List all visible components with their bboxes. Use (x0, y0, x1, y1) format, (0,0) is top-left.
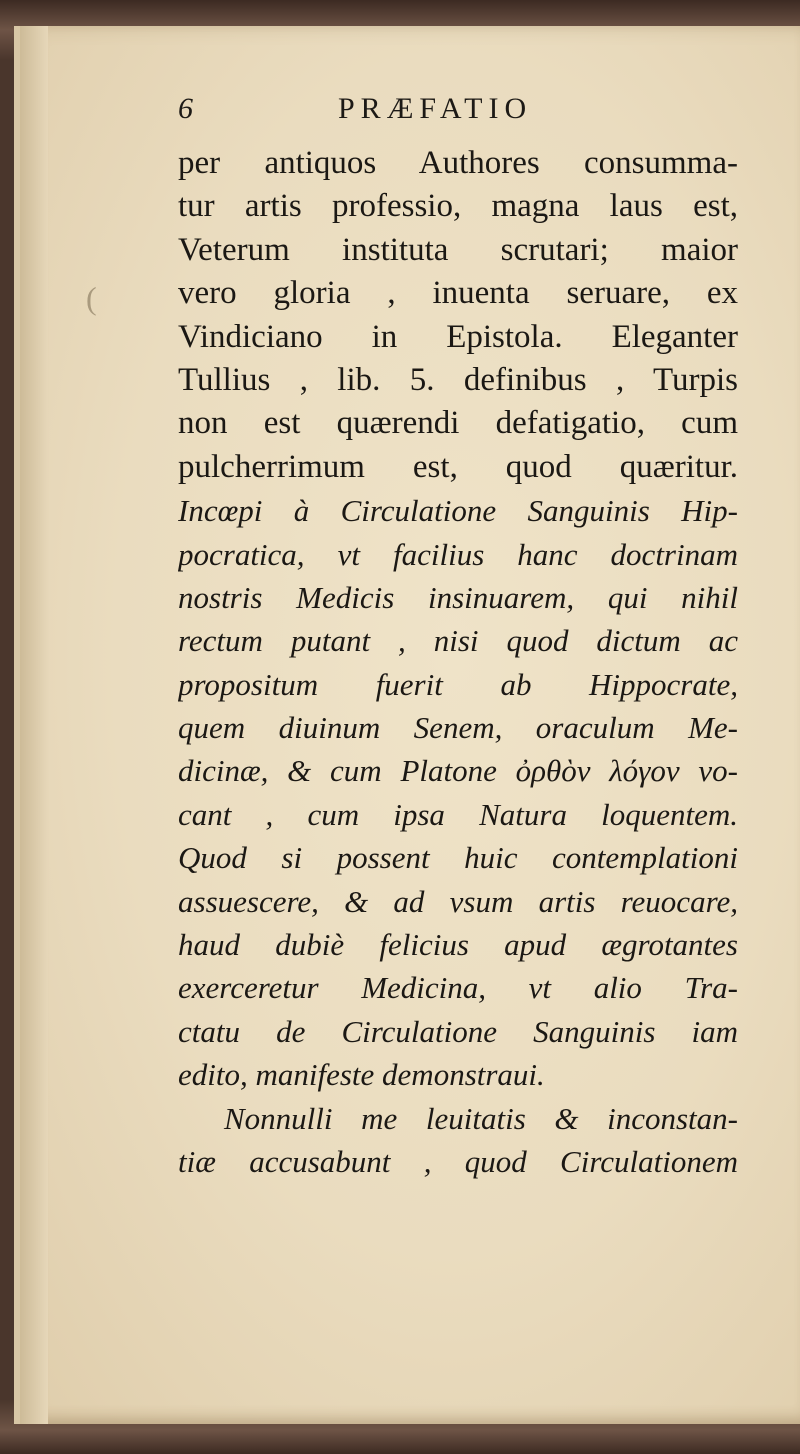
body-text (178, 142, 738, 1183)
text-line: rectum putant , nisi quod dictum ac (178, 623, 738, 659)
margin-mark: ( (86, 280, 97, 316)
paragraph-2 (178, 1097, 738, 1184)
text-line: Vindiciano in Epistola. Eleganter (178, 318, 738, 355)
text-line: propositum fuerit ab Hippocrate, (178, 666, 738, 702)
text-line: Quod si possent huic contemplationi (178, 840, 738, 876)
text-line: Tullius , lib. 5. definibus , Turpis (178, 361, 738, 398)
page-header (168, 92, 728, 132)
page-number: 6 (178, 92, 193, 125)
text-line: pulcherrimum est, quod quæritur. (178, 448, 738, 485)
text-line: tur artis professio, magna laus est, (178, 188, 738, 225)
text-line: cant , cum ipsa Natura loquentem. (178, 796, 738, 832)
text-line: exerceretur Medicina, vt alio Tra- (178, 970, 738, 1006)
paragraph-1 (178, 142, 738, 1097)
text-line: dicinæ, & cum Platone ὀρθὸν λόγον vo- (178, 753, 738, 789)
text-line: edito, manifeste demonstraui. (178, 1057, 545, 1093)
text-line: per antiquos Authores consumma- (178, 145, 738, 181)
text-line: tiæ accusabunt , quod Circulationem (178, 1143, 738, 1179)
running-title: PRÆFATIO (338, 92, 533, 125)
text-line: Incœpi à Circulatione Sanguinis Hip- (178, 493, 738, 529)
text-line: non est quærendi defatigatio, cum (178, 405, 738, 442)
text-line: ctatu de Circulatione Sanguinis iam (178, 1013, 738, 1049)
text-line: Nonnulli me leuitatis & inconstan- (224, 1100, 738, 1136)
text-line: haud dubiè felicius apud ægrotantes (178, 927, 738, 963)
text-line: nostris Medicis insinuarem, qui nihil (178, 579, 738, 615)
text-line: pocratica, vt facilius hanc doctrinam (178, 536, 738, 572)
text-line: vero gloria , inuenta seruare, ex (178, 275, 738, 312)
text-line: Veterum instituta scrutari; maior (178, 231, 738, 268)
page-gutter (20, 26, 48, 1424)
text-line: quem diuinum Senem, oraculum Me- (178, 710, 738, 746)
text-line: assuescere, & ad vsum artis reuocare, (178, 883, 738, 919)
